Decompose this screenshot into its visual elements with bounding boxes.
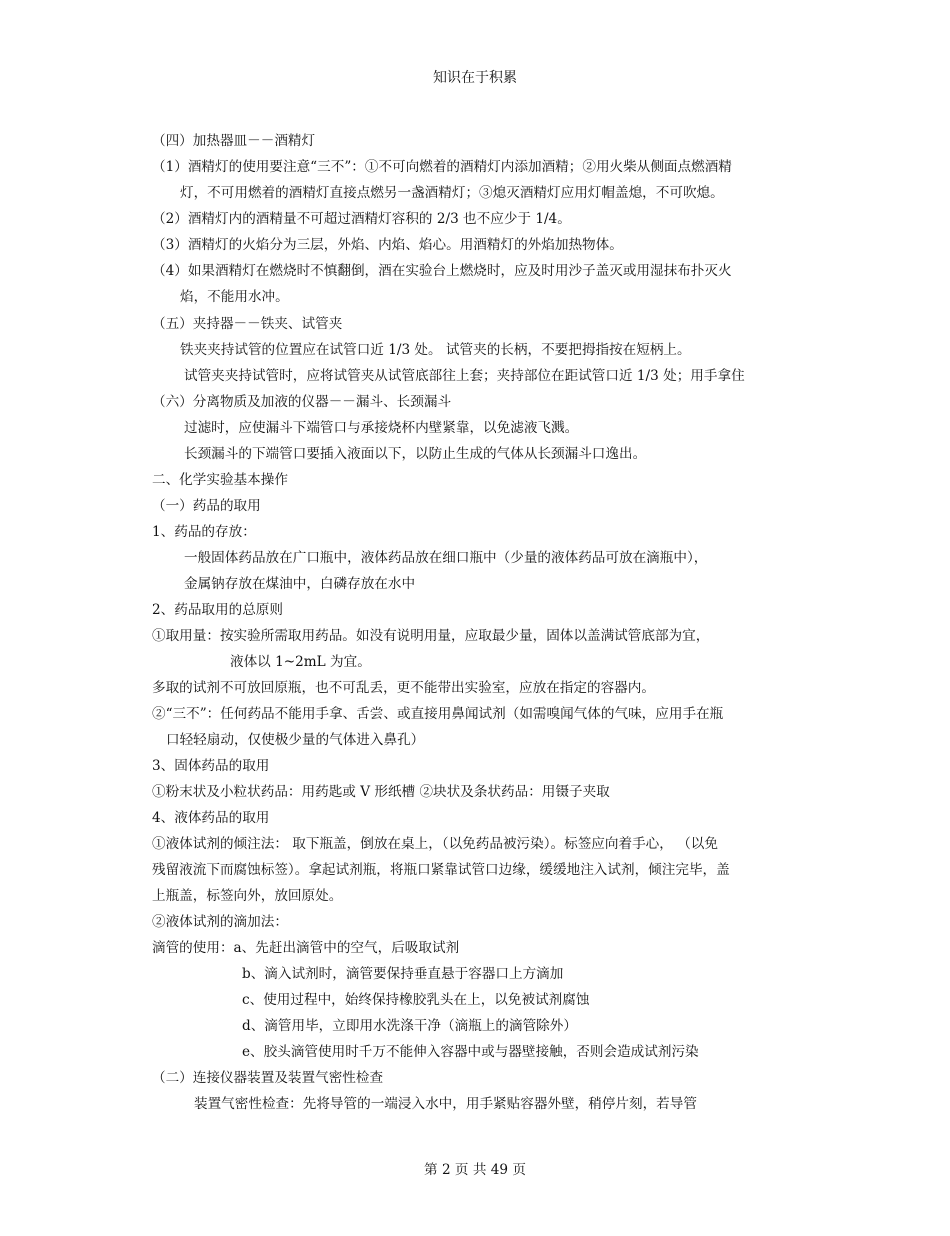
paragraph-line: 滴管的使用：a、先赶出滴管中的空气，后吸取试剂 — [152, 940, 460, 956]
list-item: d、滴管用毕，立即用水洗涤干净（滴瓶上的滴管除外） — [242, 1018, 577, 1034]
section-heading: （四）加热器皿－－酒精灯 — [152, 133, 316, 149]
section-heading: （六）分离物质及加液的仪器－－漏斗、长颈漏斗 — [152, 394, 452, 410]
section-heading: 3、固体药品的取用 — [152, 758, 270, 774]
paragraph-line: 装置气密性检查：先将导管的一端浸入水中，用手紧贴容器外壁，稍停片刻，若导管 — [194, 1096, 697, 1112]
paragraph-line: （3）酒精灯的火焰分为三层，外焰、内焰、焰心。用酒精灯的外焰加热物体。 — [152, 237, 623, 253]
section-heading: （二）连接仪器装置及装置气密性检查 — [152, 1070, 384, 1086]
section-heading: （一）药品的取用 — [152, 498, 261, 514]
section-heading: （五）夹持器－－铁夹、试管夹 — [152, 316, 343, 332]
paragraph-line: （2）酒精灯内的酒精量不可超过酒精灯容积的 2/3 也不应少于 1/4。 — [152, 211, 571, 227]
paragraph-line: 过滤时，应使漏斗下端管口与承接烧杯内壁紧靠，以免滤液飞溅。 — [184, 420, 579, 436]
paragraph-line: （4）如果酒精灯在燃烧时不慎翻倒，酒在实验台上燃烧时，应及时用沙子盖灭或用湿抹布扑灭火 — [152, 263, 732, 279]
page-header: 知识在于积累 — [433, 70, 517, 86]
section-heading: 4、液体药品的取用 — [152, 810, 270, 826]
list-item: b、滴入试剂时，滴管要保持垂直悬于容器口上方滴加 — [242, 966, 564, 982]
paragraph-line: ①取用量：按实验所需取用药品。如没有说明用量，应取最少量，固体以盖满试管底部为宜， — [152, 628, 710, 644]
section-heading: 2、药品取用的总原则 — [152, 602, 283, 618]
paragraph-line: 多取的试剂不可放回原瓶，也不可乱丢，更不能带出实验室，应放在指定的容器内。 — [152, 680, 655, 696]
list-item: e、胶头滴管使用时千万不能伸入容器中或与器壁接触，否则会造成试剂污染 — [242, 1044, 699, 1060]
paragraph-line: 焰，不能用水冲。 — [180, 289, 289, 305]
paragraph-line: 铁夹夹持试管的位置应在试管口近 1/3 处。 试管夹的长柄，不要把拇指按在短柄上。 — [180, 342, 691, 358]
paragraph-line: ①粉末状及小粒状药品：用药匙或 V 形纸槽 ②块状及条状药品：用镊子夹取 — [152, 784, 610, 800]
paragraph-line: （1）酒精灯的使用要注意“三不”：①不可向燃着的酒精灯内添加酒精；②用火柴从侧面点燃酒精 — [152, 159, 732, 175]
paragraph-line: 灯，不可用燃着的酒精灯直接点燃另一盏酒精灯；③熄灭酒精灯应用灯帽盖熄，不可吹熄。 — [180, 185, 724, 201]
paragraph-line: ②液体试剂的滴加法： — [152, 914, 288, 930]
section-heading: 1、药品的存放： — [152, 524, 256, 540]
page-footer: 第 2 页 共 49 页 — [424, 1162, 526, 1178]
section-heading: 二、化学实验基本操作 — [152, 472, 288, 488]
list-item: c、使用过程中，始终保持橡胶乳头在上，以免被试剂腐蚀 — [242, 992, 590, 1008]
paragraph-line: 上瓶盖，标签向外，放回原处。 — [152, 888, 343, 904]
paragraph-line: 口轻轻扇动，仅使极少量的气体进入鼻孔） — [166, 732, 425, 748]
paragraph-line: 长颈漏斗的下端管口要插入液面以下，以防止生成的气体从长颈漏斗口逸出。 — [184, 446, 647, 462]
paragraph-line: ①液体试剂的倾注法： 取下瓶盖，倒放在桌上，（以免药品被污染）。标签应向着手心， （以免 — [152, 836, 718, 852]
paragraph-line: 残留液流下而腐蚀标签）。拿起试剂瓶，将瓶口紧靠试管口边缘，缓缓地注入试剂，倾注完毕，盖 — [152, 862, 730, 878]
paragraph-line: 金属钠存放在煤油中，白磷存放在水中 — [184, 576, 416, 592]
paragraph-line: 试管夹夹持试管时，应将试管夹从试管底部往上套；夹持部位在距试管口近 1/3 处；用手拿住 — [184, 368, 745, 384]
paragraph-line: ②“三不”：任何药品不能用手拿、舌尝、或直接用鼻闻试剂（如需嗅闻气体的气味，应用手在瓶 — [152, 706, 724, 722]
paragraph-line: 一般固体药品放在广口瓶中，液体药品放在细口瓶中（少量的液体药品可放在滴瓶中）， — [184, 550, 708, 566]
paragraph-line: 液体以 1~2mL 为宜。 — [230, 654, 371, 670]
